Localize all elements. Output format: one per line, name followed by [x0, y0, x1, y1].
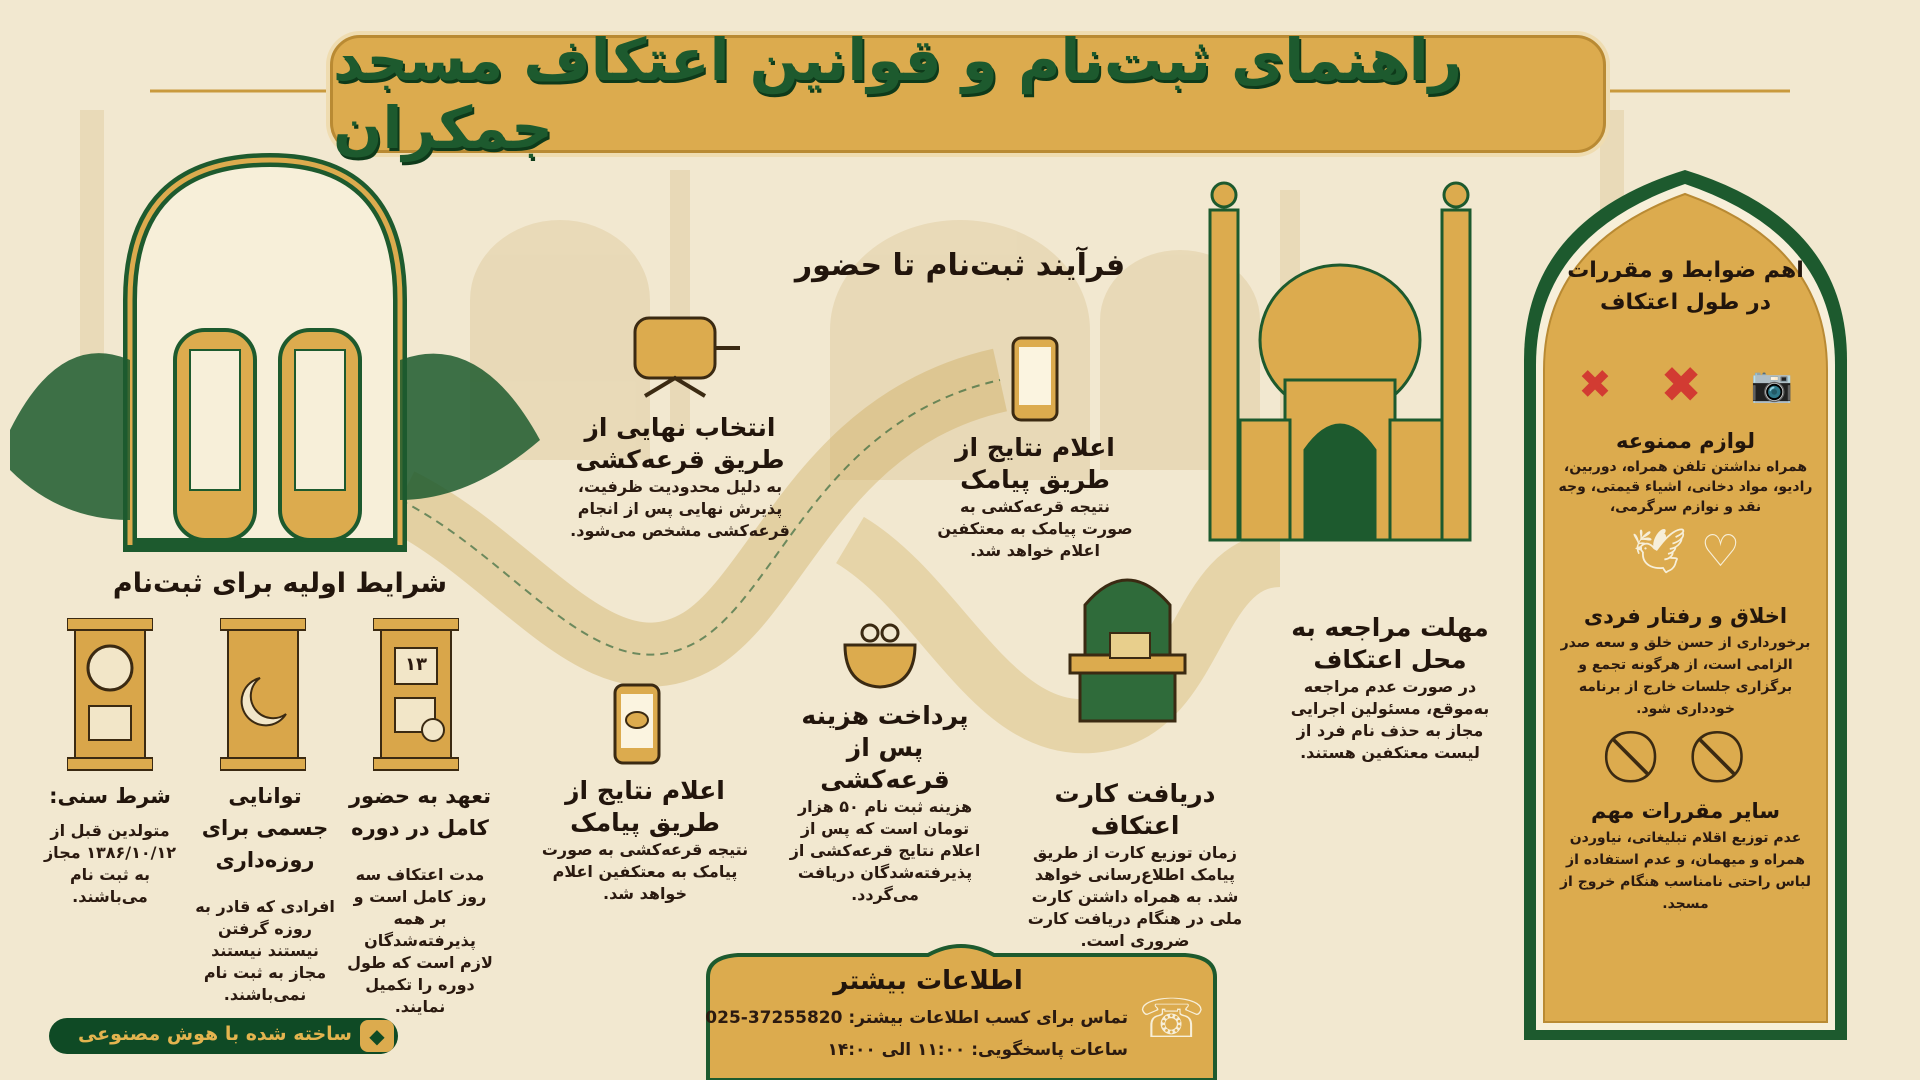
step-text: نتیجه قرعه‌کشی به صورت پیامک به معتکفین اعلام خواهد شد. — [541, 840, 749, 903]
condition-attendance — [345, 780, 495, 1018]
step-lottery — [560, 412, 800, 542]
rule-text: برخورداری از حسن خلق و سعه صدر الزامی است، از هرگونه تجمع و برگزاری جلسات خارج از برنامه خودداری شود. — [1560, 635, 1811, 717]
card-booth-icon — [1065, 555, 1190, 725]
prohibition-icons — [1599, 725, 1772, 785]
step-deadline — [1290, 612, 1490, 764]
calendar-13-icon — [373, 618, 459, 771]
more-info-box — [698, 937, 1225, 1080]
phone-message-icon — [612, 682, 662, 766]
step-title: مهلت مراجعه به محل اعتکاف — [1291, 613, 1489, 674]
step-text: به دلیل محدودیت ظرفیت، پذیرش نهایی پس از انجام قرعه‌کشی مشخص می‌شود. — [570, 477, 790, 540]
rules-heading: اهم ضوابط و مقررات در طول اعتکاف — [1567, 258, 1804, 315]
lottery-drum-icon — [625, 308, 745, 398]
rule-title: اخلاق و رفتار فردی — [1583, 604, 1788, 628]
rules-section-forbidden — [1554, 425, 1817, 517]
rules-section-other — [1554, 795, 1817, 915]
hours-value: ۱۱:۰۰ الی ۱۴:۰۰ — [827, 1040, 966, 1060]
rule-text: همراه نداشتن تلفن همراه، دوربین، رادیو، مواد دخانی، اشیاء قیمتی، وجه نقد و نوازم سرگرمی، — [1558, 459, 1813, 515]
condition-title: تعهد به حضور کامل در دوره — [348, 784, 492, 840]
step-title: انتخاب نهایی از طریق قرعه‌کشی — [575, 413, 785, 474]
clock-calendar-icon — [67, 618, 153, 771]
condition-text: مدت اعتکاف سه روز کامل است و بر همه پذیرفته‌شدگان لازم است که طول دوره را تکمیل نمایند. — [347, 865, 493, 1016]
step-title: اعلام نتایج از طریق پیامک — [565, 776, 725, 837]
badge-label: ساخته شده با هوش مصنوعی — [77, 1023, 352, 1045]
step-title: اعلام نتایج از طریق پیامک — [955, 433, 1115, 494]
calendar-day: ۱۳ — [405, 654, 427, 675]
condition-age — [40, 780, 180, 908]
dove-heart-icon: 🕊 ♡ — [1630, 526, 1741, 577]
process-heading: فرآیند ثبت‌نام تا حضور — [794, 248, 1126, 283]
phone-number[interactable]: 025-37255820 — [705, 1008, 843, 1028]
camera-icon: 📷 — [1750, 365, 1793, 405]
no-phone-icon: ✖ — [1578, 362, 1612, 408]
title-banner — [330, 26, 1606, 162]
logo-icon: ◆ — [360, 1020, 394, 1052]
step-text: نتیجه قرعه‌کشی به صورت پیامک به معتکفین اعلام خواهد شد. — [937, 497, 1133, 560]
forbidden-items-icons — [1554, 350, 1817, 420]
hours-label: ساعات پاسخگویی: — [971, 1040, 1128, 1060]
step-title: پرداخت هزینه پس از قرعه‌کشی — [801, 701, 969, 794]
rules-panel — [1504, 160, 1867, 1053]
condition-title: شرط سنی: — [49, 784, 171, 808]
ai-generated-badge — [49, 1018, 398, 1054]
condition-fasting — [190, 780, 340, 1006]
page-title: راهنمای ثبت‌نام و قوانین اعتکاف مسجد جمکران — [333, 26, 1463, 162]
step-card — [1020, 778, 1250, 952]
smartphone-icon — [1010, 335, 1060, 425]
condition-text: متولدین قبل از ۱۳۸۶/۱۰/۱۲ مجاز به ثبت نام می‌باشند. — [43, 821, 177, 906]
rule-text: عدم توزیع اقلام تبلیغاتی، نیاوردن همراه و میهمان، و عدم استفاده از لباس راحتی نامناسب هنگام خروج از مسجد. — [1559, 830, 1811, 912]
rule-title: لوازم ممنوعه — [1616, 429, 1755, 453]
step-payment — [780, 700, 990, 906]
no-radio-icon: ✖ — [1660, 356, 1703, 414]
conditions-heading: شرایط اولیه برای ثبت‌نام — [112, 568, 448, 599]
condition-title: توانایی جسمی برای روزه‌داری — [201, 784, 329, 872]
info-hours — [712, 1039, 1128, 1061]
phone-clock-icon: ☏ — [1138, 987, 1206, 1050]
contact-label: تماس برای کسب اطلاعات بیشتر: — [848, 1008, 1128, 1028]
step-sms-top — [935, 432, 1135, 562]
step-title: دریافت کارت اعتکاف — [1054, 779, 1216, 840]
step-text: زمان توزیع کارت از طریق پیامک اطلاع‌رسانی خواهد شد. به همراه داشتن کارت ملی در هنگام دریافت کارت ضروری است. — [1027, 843, 1243, 950]
crescent-date-water-icon — [220, 618, 306, 771]
rule-title: سایر مقررات مهم — [1590, 799, 1780, 823]
purse-icon — [840, 605, 920, 690]
rules-section-conduct — [1554, 600, 1817, 720]
info-contact — [705, 1007, 1128, 1029]
step-text: در صورت عدم مراجعه به‌موقع، مسئولین اجرایی مجاز به حذف نام فرد از لیست معتکفین هستند. — [1290, 677, 1490, 762]
info-heading: اطلاعات بیشتر — [833, 966, 1023, 996]
condition-text: افرادی که قادر به روزه گرفتن نیستند نیستند مجاز به ثبت نام نمی‌باشند. — [195, 897, 335, 1004]
step-text: هزینه ثبت نام ۵۰ هزار تومان است که پس از اعلام نتایج قرعه‌کشی از پذیرفته‌شدگان دریافت می‌گردد. — [789, 797, 981, 904]
step-sms-bottom — [535, 775, 755, 905]
